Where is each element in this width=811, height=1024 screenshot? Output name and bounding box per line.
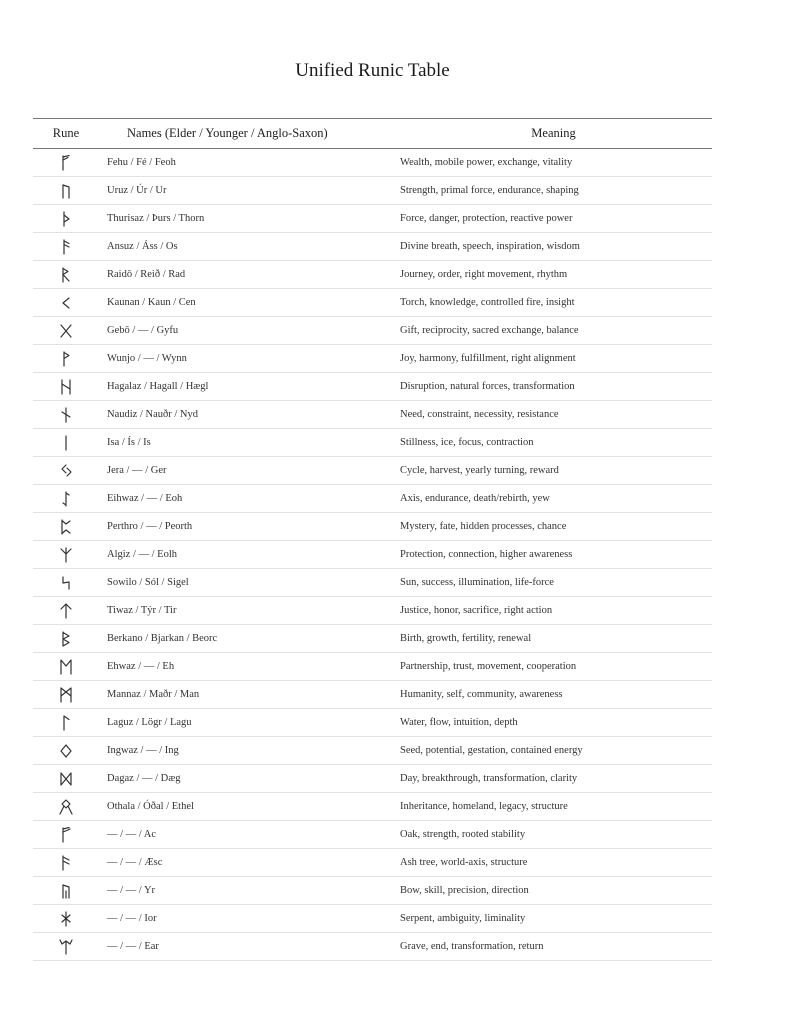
table-row — [33, 289, 712, 317]
rune-names: Naudiz / Nauðr / Nyd — [99, 401, 395, 429]
rune-cell — [33, 205, 99, 233]
perthro-rune-icon — [59, 519, 73, 535]
jera-rune-icon — [59, 463, 73, 479]
table-row — [33, 569, 712, 597]
raido-rune-icon — [59, 267, 73, 283]
table-row — [33, 709, 712, 737]
rune-meaning: Cycle, harvest, yearly turning, reward — [395, 457, 712, 485]
rune-cell — [33, 429, 99, 457]
table-row — [33, 821, 712, 849]
table-row — [33, 597, 712, 625]
rune-meaning: Journey, order, right movement, rhythm — [395, 261, 712, 289]
rune-names: Berkano / Bjarkan / Beorc — [99, 625, 395, 653]
rune-meaning: Stillness, ice, focus, contraction — [395, 429, 712, 457]
rune-cell — [33, 457, 99, 485]
rune-cell — [33, 597, 99, 625]
fehu-rune-icon — [59, 155, 73, 171]
rune-names: — / — / Ior — [99, 905, 395, 933]
rune-meaning: Gift, reciprocity, sacred exchange, balance — [395, 317, 712, 345]
rune-meaning: Seed, potential, gestation, contained energy — [395, 737, 712, 765]
rune-cell — [33, 905, 99, 933]
table-row — [33, 933, 712, 961]
rune-cell — [33, 513, 99, 541]
rune-meaning: Grave, end, transformation, return — [395, 933, 712, 961]
rune-names: Laguz / Lögr / Lagu — [99, 709, 395, 737]
table-row — [33, 401, 712, 429]
table-row — [33, 149, 712, 177]
rune-meaning: Strength, primal force, endurance, shaping — [395, 177, 712, 205]
rune-names: Tiwaz / Týr / Tir — [99, 597, 395, 625]
rune-cell — [33, 849, 99, 877]
runic-table — [33, 118, 712, 961]
aesc-rune-icon — [59, 855, 73, 871]
rune-names: Ingwaz / — / Ing — [99, 737, 395, 765]
rune-cell — [33, 653, 99, 681]
rune-names: — / — / Yr — [99, 877, 395, 905]
wunjo-rune-icon — [59, 351, 73, 367]
column-header-meaning: Meaning — [395, 119, 712, 149]
sowilo-rune-icon — [59, 575, 73, 591]
rune-cell — [33, 401, 99, 429]
table-row — [33, 261, 712, 289]
rune-meaning: Humanity, self, community, awareness — [395, 681, 712, 709]
table-row — [33, 737, 712, 765]
rune-names: Thurisaz / Þurs / Thorn — [99, 205, 395, 233]
rune-meaning: Mystery, fate, hidden processes, chance — [395, 513, 712, 541]
naudiz-rune-icon — [59, 407, 73, 423]
table-row — [33, 765, 712, 793]
othala-rune-icon — [59, 799, 73, 815]
rune-names: Ehwaz / — / Eh — [99, 653, 395, 681]
ehwaz-rune-icon — [59, 659, 73, 675]
rune-cell — [33, 569, 99, 597]
rune-names: Dagaz / — / Dæg — [99, 765, 395, 793]
rune-meaning: Justice, honor, sacrifice, right action — [395, 597, 712, 625]
table-row — [33, 625, 712, 653]
rune-meaning: Need, constraint, necessity, resistance — [395, 401, 712, 429]
algiz-rune-icon — [59, 547, 73, 563]
ac-rune-icon — [59, 827, 73, 843]
rune-names: Fehu / Fé / Feoh — [99, 149, 395, 177]
rune-cell — [33, 177, 99, 205]
table-header-row — [33, 119, 712, 149]
rune-cell — [33, 821, 99, 849]
rune-meaning: Ash tree, world-axis, structure — [395, 849, 712, 877]
table-row — [33, 681, 712, 709]
rune-cell — [33, 877, 99, 905]
hagalaz-rune-icon — [59, 379, 73, 395]
rune-names: Sowilo / Sól / Sigel — [99, 569, 395, 597]
page-title: Unified Runic Table — [295, 60, 450, 81]
rune-cell — [33, 373, 99, 401]
rune-cell — [33, 737, 99, 765]
rune-meaning: Divine breath, speech, inspiration, wisdom — [395, 233, 712, 261]
rune-cell — [33, 933, 99, 961]
table-row — [33, 905, 712, 933]
table-row — [33, 205, 712, 233]
column-header-rune: Rune — [33, 119, 99, 149]
rune-names: Ansuz / Áss / Os — [99, 233, 395, 261]
ingwaz-rune-icon — [59, 743, 73, 759]
table-row — [33, 233, 712, 261]
rune-meaning: Serpent, ambiguity, liminality — [395, 905, 712, 933]
rune-cell — [33, 149, 99, 177]
rune-names: Jera / — / Ger — [99, 457, 395, 485]
rune-meaning: Joy, harmony, fulfillment, right alignment — [395, 345, 712, 373]
rune-meaning: Force, danger, protection, reactive power — [395, 205, 712, 233]
rune-cell — [33, 261, 99, 289]
rune-names: Algiz / — / Eolh — [99, 541, 395, 569]
isa-rune-icon — [59, 435, 73, 451]
rune-cell — [33, 765, 99, 793]
rune-names: Kaunan / Kaun / Cen — [99, 289, 395, 317]
rune-cell — [33, 709, 99, 737]
table-row — [33, 793, 712, 821]
tiwaz-rune-icon — [59, 603, 73, 619]
table-row — [33, 485, 712, 513]
table-row — [33, 345, 712, 373]
rune-names: — / — / Ear — [99, 933, 395, 961]
table-row — [33, 513, 712, 541]
rune-meaning: Bow, skill, precision, direction — [395, 877, 712, 905]
gebo-rune-icon — [59, 323, 73, 339]
column-header-names: Names (Elder / Younger / Anglo-Saxon) — [99, 119, 395, 149]
rune-names: Wunjo / — / Wynn — [99, 345, 395, 373]
ansuz-rune-icon — [59, 239, 73, 255]
rune-cell — [33, 317, 99, 345]
thurisaz-rune-icon — [59, 211, 73, 227]
rune-cell — [33, 793, 99, 821]
table-row — [33, 457, 712, 485]
rune-cell — [33, 233, 99, 261]
rune-meaning: Birth, growth, fertility, renewal — [395, 625, 712, 653]
rune-names: Gebō / — / Gyfu — [99, 317, 395, 345]
rune-names: — / — / Ac — [99, 821, 395, 849]
table-row — [33, 317, 712, 345]
rune-meaning: Disruption, natural forces, transformation — [395, 373, 712, 401]
rune-cell — [33, 289, 99, 317]
ear-rune-icon — [59, 939, 73, 955]
rune-names: Mannaz / Maðr / Man — [99, 681, 395, 709]
uruz-rune-icon — [59, 183, 73, 199]
rune-names: Eihwaz / — / Eoh — [99, 485, 395, 513]
rune-meaning: Sun, success, illumination, life-force — [395, 569, 712, 597]
rune-cell — [33, 541, 99, 569]
yr-rune-icon — [59, 883, 73, 899]
rune-meaning: Protection, connection, higher awareness — [395, 541, 712, 569]
rune-meaning: Oak, strength, rooted stability — [395, 821, 712, 849]
table-row — [33, 877, 712, 905]
rune-meaning: Water, flow, intuition, depth — [395, 709, 712, 737]
dagaz-rune-icon — [59, 771, 73, 787]
table-row — [33, 177, 712, 205]
rune-names: Raidō / Reið / Rad — [99, 261, 395, 289]
ior-rune-icon — [59, 911, 73, 927]
rune-meaning: Day, breakthrough, transformation, clarity — [395, 765, 712, 793]
rune-cell — [33, 485, 99, 513]
table-row — [33, 541, 712, 569]
eihwaz-rune-icon — [59, 491, 73, 507]
rune-cell — [33, 345, 99, 373]
rune-meaning: Partnership, trust, movement, cooperation — [395, 653, 712, 681]
rune-meaning: Axis, endurance, death/rebirth, yew — [395, 485, 712, 513]
rune-names: Othala / Óðal / Ethel — [99, 793, 395, 821]
rune-names: Uruz / Úr / Ur — [99, 177, 395, 205]
rune-names: Isa / Ís / Is — [99, 429, 395, 457]
table-row — [33, 849, 712, 877]
berkano-rune-icon — [59, 631, 73, 647]
table-row — [33, 429, 712, 457]
rune-meaning: Inheritance, homeland, legacy, structure — [395, 793, 712, 821]
rune-names: — / — / Æsc — [99, 849, 395, 877]
mannaz-rune-icon — [59, 687, 73, 703]
table-row — [33, 653, 712, 681]
laguz-rune-icon — [59, 715, 73, 731]
rune-cell — [33, 625, 99, 653]
rune-meaning: Wealth, mobile power, exchange, vitality — [395, 149, 712, 177]
rune-meaning: Torch, knowledge, controlled fire, insight — [395, 289, 712, 317]
rune-cell — [33, 681, 99, 709]
rune-names: Perthro / — / Peorth — [99, 513, 395, 541]
table-row — [33, 373, 712, 401]
kaunan-rune-icon — [59, 295, 73, 311]
rune-names: Hagalaz / Hagall / Hægl — [99, 373, 395, 401]
